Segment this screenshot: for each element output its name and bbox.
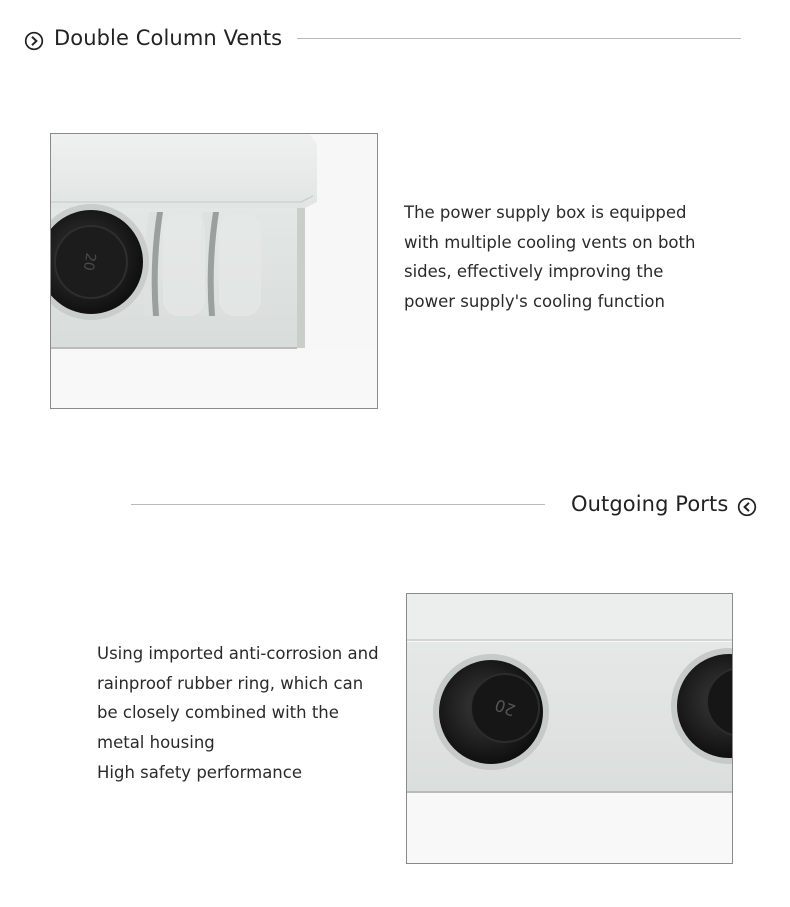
divider-line <box>131 504 545 505</box>
description-line: metal housing <box>97 733 215 753</box>
circled-arrow-right-icon <box>24 31 44 51</box>
circled-arrow-left-icon <box>737 497 757 517</box>
description-line: Using imported anti-corrosion and <box>97 644 379 663</box>
section-title: Double Column Vents <box>54 26 283 50</box>
description-line: sides, effectively improving the <box>404 262 664 282</box>
section-description <box>97 639 379 788</box>
description-line: rainproof rubber ring, which can <box>97 673 364 693</box>
section-title: Outgoing Ports <box>571 492 729 516</box>
description-line: be closely combined with the <box>97 703 339 723</box>
cooling-vents-image <box>51 134 377 408</box>
grommet-marking: 20 <box>492 695 518 720</box>
section-description <box>404 198 695 317</box>
description-line: power supply's cooling function <box>404 292 665 312</box>
divider-line <box>297 38 741 39</box>
rubber-port-photo <box>406 593 733 864</box>
description-line: The power supply box is equipped <box>404 203 687 222</box>
grommet-marking: 20 <box>79 251 99 272</box>
cooling-vents-photo <box>50 133 378 409</box>
rubber-port-image <box>407 594 732 863</box>
description-line: with multiple cooling vents on both <box>404 232 696 252</box>
description-line: High safety performance <box>97 762 302 782</box>
